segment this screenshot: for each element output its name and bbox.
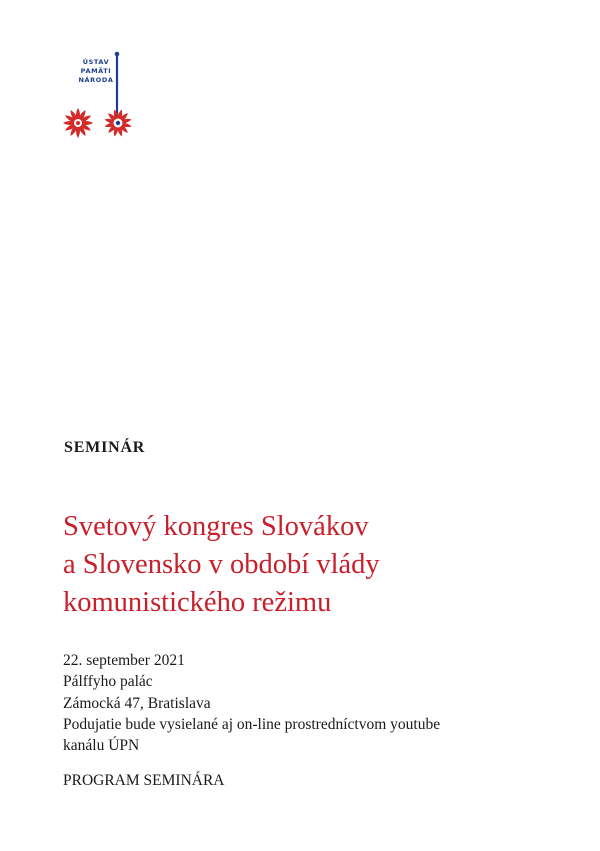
logo-line-3: NÁRODA: [78, 76, 114, 84]
institution-logo: [58, 48, 140, 144]
title-line-1: Svetový kongres Slovákov: [63, 511, 369, 542]
logo-line-1: ÚSTAV: [82, 58, 110, 66]
logo-wordmark: [74, 58, 118, 85]
seminar-title: [63, 508, 563, 622]
broadcast-note-line-1: Podujatie bude vysielané aj on-line prostredníctvom youtube: [63, 715, 441, 733]
title-line-2: a Slovensko v období vlády: [63, 549, 380, 580]
broadcast-note-line-2: kanálu ÚPN: [63, 737, 140, 755]
event-details: [63, 650, 563, 756]
program-heading: PROGRAM SEMINÁRA: [63, 772, 225, 789]
event-type-label: SEMINÁR: [64, 439, 146, 456]
logo-line-2: PAMÄTI: [80, 67, 112, 75]
event-date: 22. september 2021: [63, 652, 185, 669]
title-line-3: komunistického režimu: [63, 587, 332, 618]
event-address: Zámocká 47, Bratislava: [63, 694, 211, 712]
event-venue: Pálffyho palác: [63, 673, 153, 691]
